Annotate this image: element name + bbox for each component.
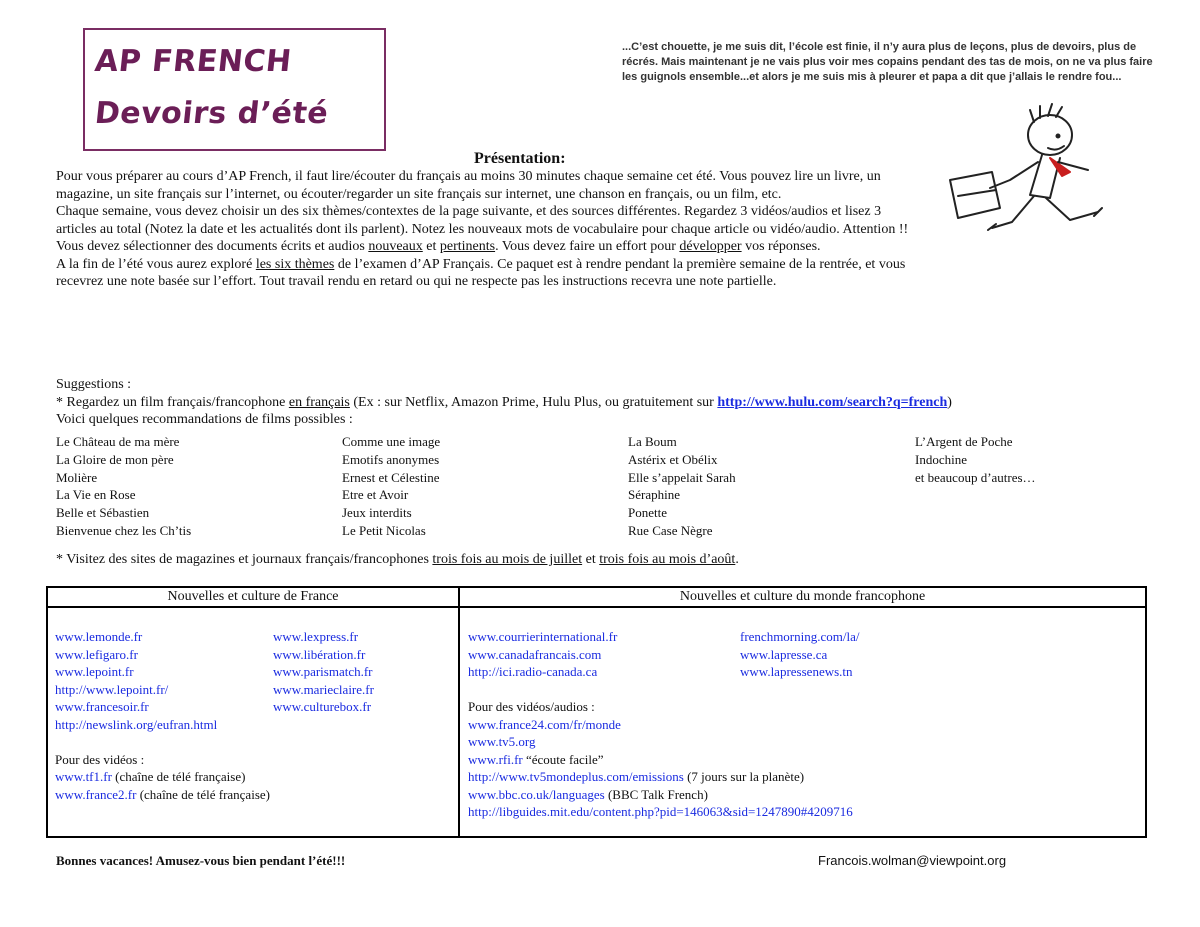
film-instruction: * Regardez un film français/francophone en français (Ex : sur Netflix, Amazon Prime, Hulu Plus, ou gratuitement sur http://www.hulu.com/search?q=french) bbox=[56, 394, 952, 410]
tv5monde-link[interactable]: http://www.tv5mondeplus.com/emissions bbox=[468, 769, 684, 784]
film-item: Emotifs anonymes bbox=[342, 451, 440, 467]
news-sites-table bbox=[46, 586, 1147, 838]
film-column-1 bbox=[56, 433, 191, 540]
francophone-sites-cell bbox=[459, 607, 1146, 837]
site-link[interactable]: www.courrierinternational.fr bbox=[468, 629, 618, 644]
site-link[interactable]: www.lefigaro.fr bbox=[55, 646, 138, 662]
film-item: Le Château de ma mère bbox=[56, 434, 180, 449]
site-link[interactable]: http://ici.radio-canada.ca bbox=[468, 664, 598, 679]
france-column-header: Nouvelles et culture de France bbox=[47, 587, 459, 607]
film-item: Astérix et Obélix bbox=[628, 451, 718, 467]
film-item: Etre et Avoir bbox=[342, 487, 409, 503]
france-sites-cell bbox=[47, 607, 459, 837]
title-box bbox=[83, 28, 386, 151]
film-item: L’Argent de Poche bbox=[915, 434, 1013, 449]
film-item: La Gloire de mon père bbox=[56, 451, 174, 467]
film-column-3 bbox=[628, 433, 736, 540]
monde-links-b bbox=[740, 628, 860, 681]
videos-audios-label: Pour des vidéos/audios : bbox=[468, 699, 595, 714]
paragraph-3: A la fin de l’été vous aurez exploré les six thèmes de l’examen d’AP Français. Ce paquet est à rendre pendant la première semaine de la rentrée, et vous recevrez une note basée sur l’effort. Tout travail rendu en retard ou qui ne respecte pas les instructions recevra une note partielle. bbox=[56, 256, 906, 289]
film-item: Bienvenue chez les Ch’tis bbox=[56, 522, 192, 538]
film-item: Rue Case Nègre bbox=[628, 522, 713, 538]
paragraph-1: Pour vous préparer au cours d’AP French, il faut lire/écouter du français au moins 30 minutes chaque semaine cet été. Vous pouvez lire un livre, un magazine, un site français sur l’internet, ou écouter/regarder un site français sur internet, une chanson en français, ou un film, etc. bbox=[56, 169, 881, 202]
presentation-text bbox=[56, 168, 916, 291]
film-item: Le Petit Nicolas bbox=[342, 522, 426, 538]
film-column-4 bbox=[915, 433, 1036, 486]
film-item: La Boum bbox=[628, 434, 677, 449]
petit-nicolas-quote: ...C’est chouette, je me suis dit, l’école est finie, il n’y aura plus de leçons, plus de devoirs, plus de récrés. Mais maintenant je ne vais plus voir mes copains pendant des tas de mois, on ne va plus faire les guignols ensemble...et alors je me suis mis à pleurer et papa a dit que j’allais le rendre fou... bbox=[622, 41, 1153, 83]
france2-line: www.france2.fr (chaîne de télé française) bbox=[55, 786, 270, 802]
site-link[interactable]: frenchmorning.com/la/ bbox=[740, 629, 860, 644]
france-links-b bbox=[273, 628, 374, 716]
bbc-link[interactable]: www.bbc.co.uk/languages bbox=[468, 786, 605, 802]
paragraph-2: Chaque semaine, vous devez choisir un des six thèmes/contextes de la page suivante, et des sources différentes. Regardez 3 vidéos/audios et lisez 3 articles au total (Notez la date et les actualités dont ils parlent). Notez les nouveaux mots de vocabulaire pour chaque article ou vidéo/audio. Attention !! Vous devez sélectionner des documents écrits et audios nouveaux et pertinents. Vous devez faire un effort pour développer vos réponses. bbox=[56, 204, 909, 254]
title-line-2: Devoirs d’été bbox=[93, 96, 331, 131]
site-link[interactable]: http://www.lepoint.fr/ bbox=[55, 681, 169, 697]
film-recommendations-label: Voici quelques recommandations de films possibles : bbox=[56, 412, 353, 427]
tv5-line: http://www.tv5mondeplus.com/emissions (7 jours sur la planète) bbox=[468, 769, 805, 784]
site-link[interactable]: www.lemonde.fr bbox=[55, 629, 143, 644]
site-link[interactable]: www.france24.com/fr/monde bbox=[468, 716, 621, 732]
film-item: Indochine bbox=[915, 451, 967, 467]
film-item: Jeux interdits bbox=[342, 505, 412, 521]
visit-instruction: * Visitez des sites de magazines et journaux français/francophones trois fois au mois de juillet et trois fois au mois d’août. bbox=[56, 552, 739, 567]
suggestions-section bbox=[56, 376, 1166, 429]
film-item: Molière bbox=[56, 469, 98, 485]
suggestions-label: Suggestions : bbox=[56, 377, 132, 392]
film-item: La Vie en Rose bbox=[56, 487, 136, 503]
film-item: et beaucoup d’autres… bbox=[915, 469, 1036, 485]
film-item: Séraphine bbox=[628, 487, 680, 503]
presentation-heading: Présentation: bbox=[474, 150, 566, 167]
film-item: Belle et Sébastien bbox=[56, 505, 150, 521]
contact-email[interactable]: Francois.wolman@viewpoint.org bbox=[818, 853, 1007, 868]
site-link[interactable]: www.lexpress.fr bbox=[273, 629, 359, 644]
site-link[interactable]: www.canadafrancais.com bbox=[468, 646, 602, 662]
site-link[interactable]: www.francesoir.fr bbox=[55, 699, 149, 714]
hulu-link[interactable]: http://www.hulu.com/search?q=french bbox=[717, 394, 948, 410]
rfi-link[interactable]: www.rfi.fr bbox=[468, 751, 523, 767]
site-link[interactable]: www.lapressenews.tn bbox=[740, 664, 853, 679]
film-column-2 bbox=[342, 433, 440, 540]
bbc-line: www.bbc.co.uk/languages (BBC Talk French) bbox=[468, 786, 708, 802]
francophone-column-header: Nouvelles et culture du monde francophone bbox=[459, 587, 1146, 607]
tf1-link[interactable]: www.tf1.fr bbox=[55, 769, 112, 784]
france2-link[interactable]: www.france2.fr bbox=[55, 786, 137, 802]
film-item: Ernest et Célestine bbox=[342, 469, 440, 485]
site-link[interactable]: http://libguides.mit.edu/content.php?pid=146063&sid=1247890#4209716 bbox=[468, 804, 853, 819]
film-item: Comme une image bbox=[342, 434, 441, 449]
site-link[interactable]: www.parismatch.fr bbox=[273, 664, 373, 679]
film-item: Ponette bbox=[628, 505, 667, 521]
site-link[interactable]: www.lapresse.ca bbox=[740, 646, 828, 662]
site-link[interactable]: www.libération.fr bbox=[273, 646, 366, 662]
site-link[interactable]: www.lepoint.fr bbox=[55, 664, 134, 679]
rfi-line: www.rfi.fr “écoute facile” bbox=[468, 751, 604, 767]
france-links-a bbox=[55, 628, 270, 803]
running-boy-illustration bbox=[930, 100, 1115, 250]
site-link[interactable]: www.tv5.org bbox=[468, 734, 536, 749]
tf1-line: www.tf1.fr (chaîne de télé française) bbox=[55, 769, 246, 784]
closing-message: Bonnes vacances! Amusez-vous bien pendant l’été!!! bbox=[56, 853, 346, 868]
site-link[interactable]: www.marieclaire.fr bbox=[273, 681, 374, 697]
videos-label: Pour des vidéos : bbox=[55, 751, 145, 767]
title-line-1: AP FRENCH bbox=[93, 44, 294, 79]
film-item: Elle s’appelait Sarah bbox=[628, 469, 736, 485]
site-link[interactable]: www.culturebox.fr bbox=[273, 699, 372, 714]
site-link[interactable]: http://newslink.org/eufran.html bbox=[55, 716, 218, 732]
